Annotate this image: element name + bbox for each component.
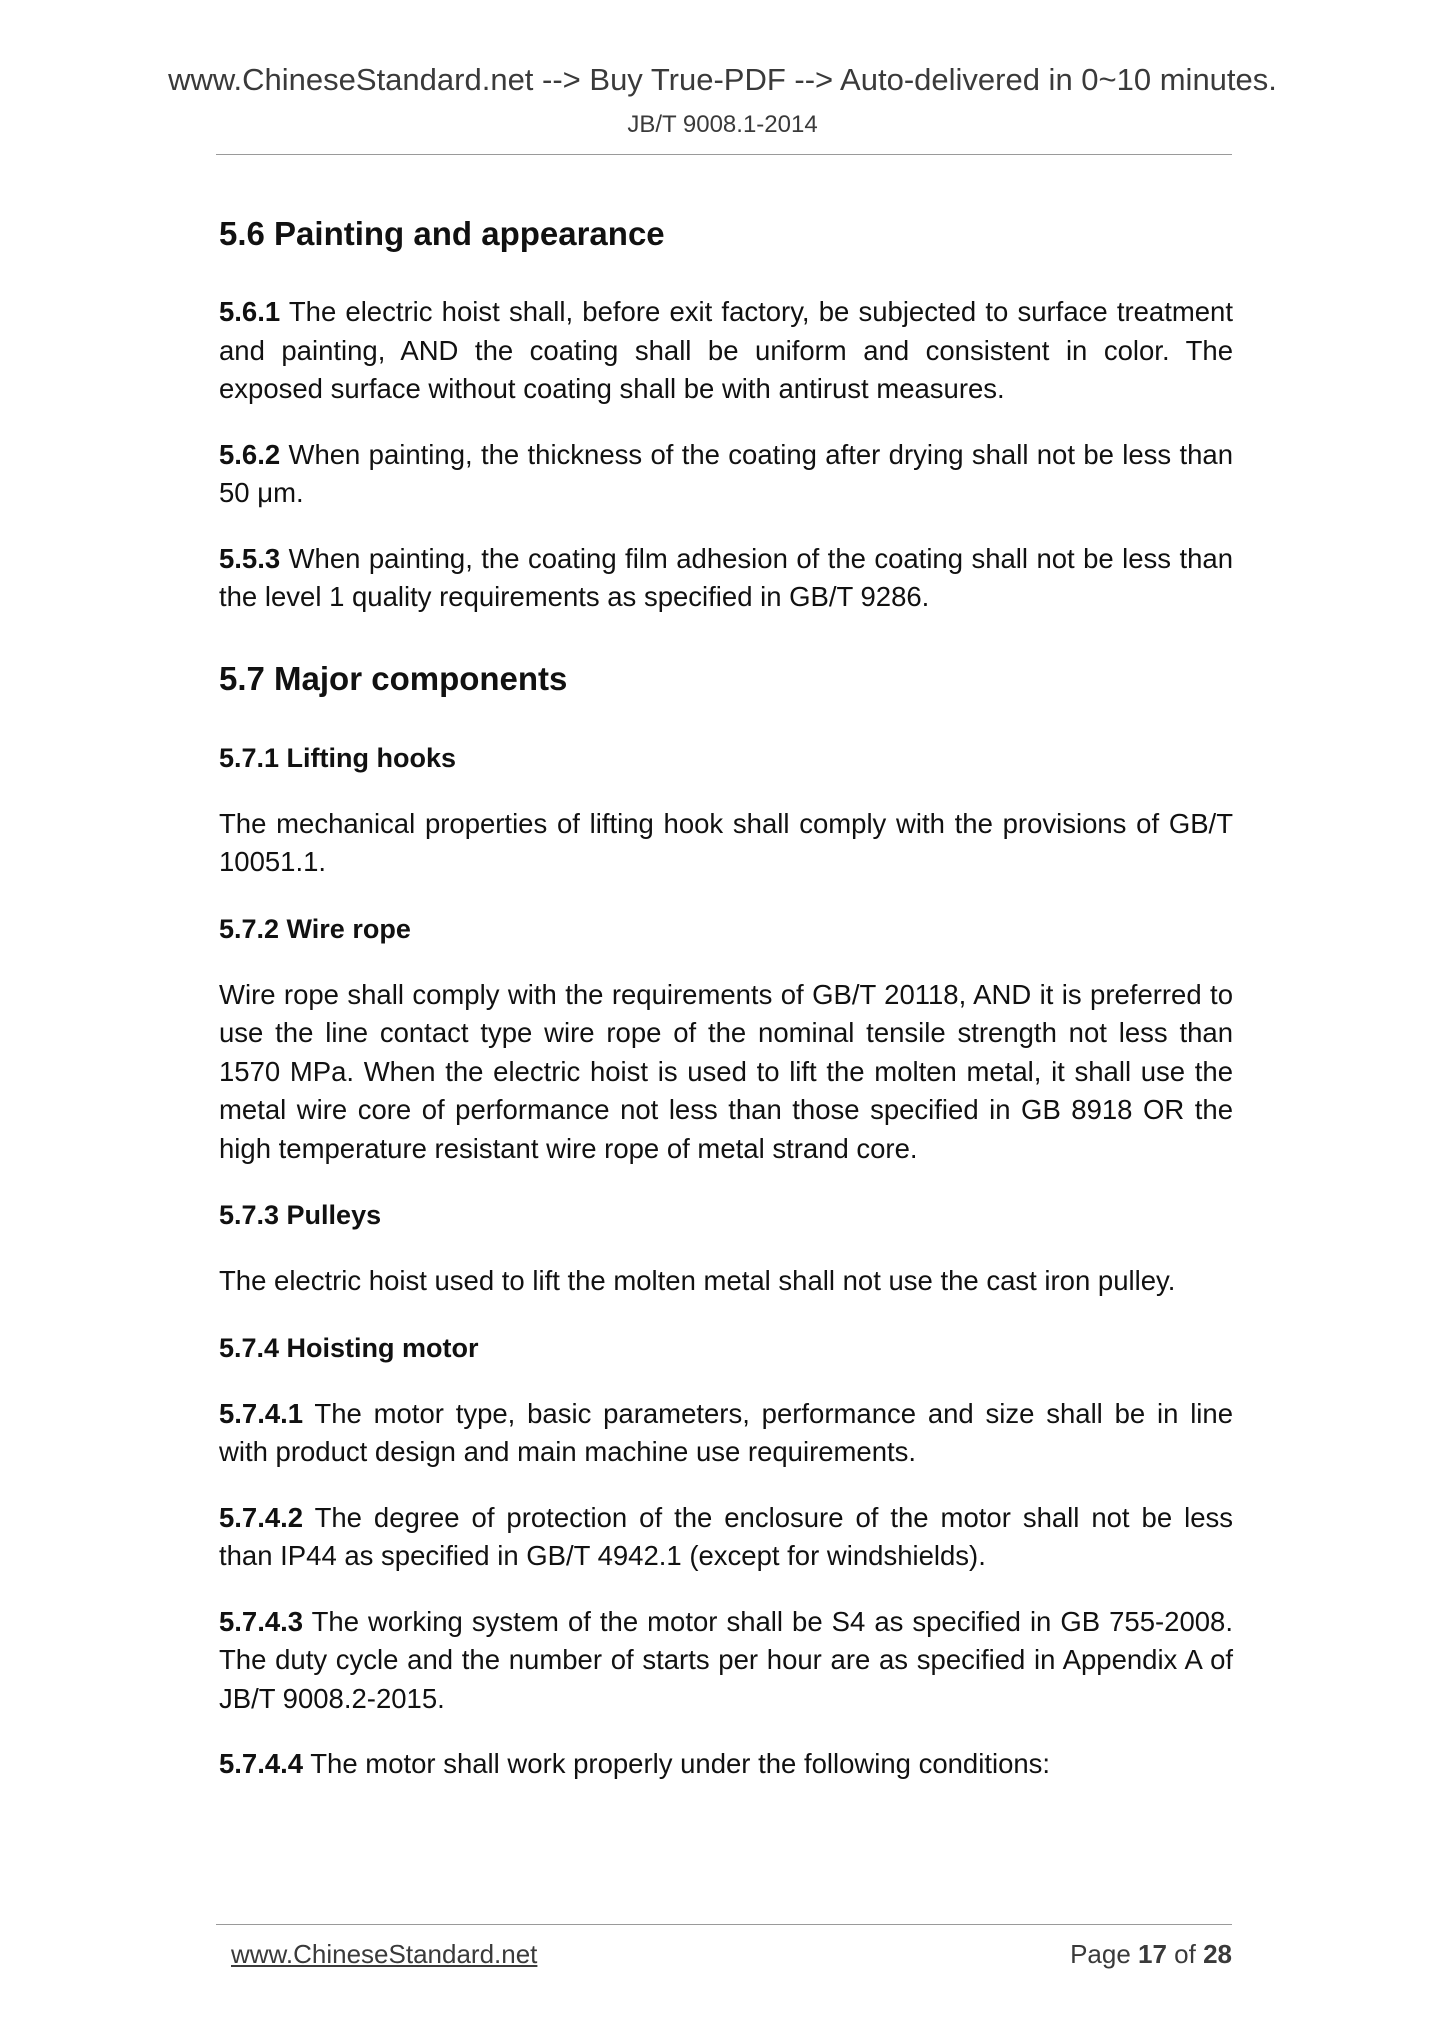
paragraph-5-7-1: The mechanical properties of lifting hook shall comply with the provisions of GB/T 10051.1.: [219, 807, 1233, 877]
paragraph-5-7-4-4: [219, 1745, 1233, 1784]
section-heading-5-7: 5.7 Major components: [219, 659, 568, 697]
clause-text: When painting, the thickness of the coating after drying shall not be less than 50 μm.: [219, 438, 1233, 508]
page-current: 17: [1138, 1939, 1167, 1969]
clause-text: The motor type, basic parameters, performance and size shall be in line with product design and main machine use requirements.: [219, 1397, 1233, 1467]
clause-text: The motor shall work properly under the following conditions:: [303, 1748, 1051, 1779]
page-total: 28: [1203, 1939, 1232, 1969]
clause-text: The working system of the motor shall be S4 as specified in GB 755-2008. The duty cycle and the number of starts per hour are as specified in Appendix A of JB/T 9008.2-2015.: [219, 1605, 1233, 1714]
paragraph-5-7-4-3: [219, 1603, 1233, 1719]
header-banner-text: www.ChineseStandard.net --> Buy True-PDF --> Auto-delivered in 0~10 minutes.: [168, 62, 1277, 97]
paragraph-5-6-1: [219, 293, 1233, 409]
subsection-heading-5-7-4: 5.7.4 Hoisting motor: [219, 1332, 479, 1363]
subsection-heading-5-7-1: 5.7.1 Lifting hooks: [219, 742, 457, 773]
document-code: JB/T 9008.1-2014: [627, 111, 818, 138]
footer-website-link[interactable]: www.ChineseStandard.net: [231, 1939, 538, 1969]
page-header: [0, 52, 1445, 142]
clause-text: The electric hoist shall, before exit factory, be subjected to surface treatment and painting, AND the coating shall be uniform and consistent in color. The exposed surface without coating shall be with antirust measures.: [219, 296, 1233, 404]
clause-number: 5.7.4.1: [219, 1397, 304, 1429]
paragraph-5-7-4-1: [219, 1395, 1233, 1472]
paragraph-5-6-2: [219, 436, 1233, 513]
clause-number: 5.6.2: [219, 438, 281, 470]
page-number: [1070, 1936, 1232, 1972]
page-of-label: of: [1166, 1939, 1204, 1969]
paragraph-5-5-3: [219, 540, 1233, 617]
document-body: [219, 212, 1233, 1784]
paragraph-5-7-2: Wire rope shall comply with the requirements of GB/T 20118, AND it is preferred to use the line contact type wire rope of the nominal tensile strength not less than 1570 MPa. When the electric hoist is used to lift the molten metal, it shall use the metal wire core of performance not less than those specified in GB 8918 OR the high temperature resistant wire rope of metal strand core.: [219, 978, 1233, 1164]
subsection-heading-5-7-2: 5.7.2 Wire rope: [219, 913, 411, 944]
footer-divider: [216, 1924, 1232, 1925]
clause-number: 5.7.4.2: [219, 1501, 304, 1533]
subsection-heading-5-7-3: 5.7.3 Pulleys: [219, 1200, 382, 1230]
header-divider: [216, 154, 1232, 155]
clause-text: The degree of protection of the enclosure of the motor shall not be less than IP44 as specified in GB/T 4942.1 (except for windshields).: [219, 1501, 1233, 1571]
clause-text: When painting, the coating film adhesion of the coating shall not be less than the level 1 quality requirements as specified in GB/T 9286.: [219, 542, 1233, 612]
clause-number: 5.6.1: [219, 296, 281, 327]
clause-number: 5.5.3: [219, 542, 281, 574]
page-label: Page: [1070, 1939, 1139, 1969]
paragraph-5-7-4-2: [219, 1499, 1233, 1576]
paragraph-5-7-3: The electric hoist used to lift the molten metal shall not use the cast iron pulley.: [219, 1265, 1176, 1296]
clause-number: 5.7.4.4: [219, 1748, 304, 1779]
section-heading-5-6: 5.6 Painting and appearance: [219, 215, 665, 252]
clause-number: 5.7.4.3: [219, 1605, 304, 1637]
